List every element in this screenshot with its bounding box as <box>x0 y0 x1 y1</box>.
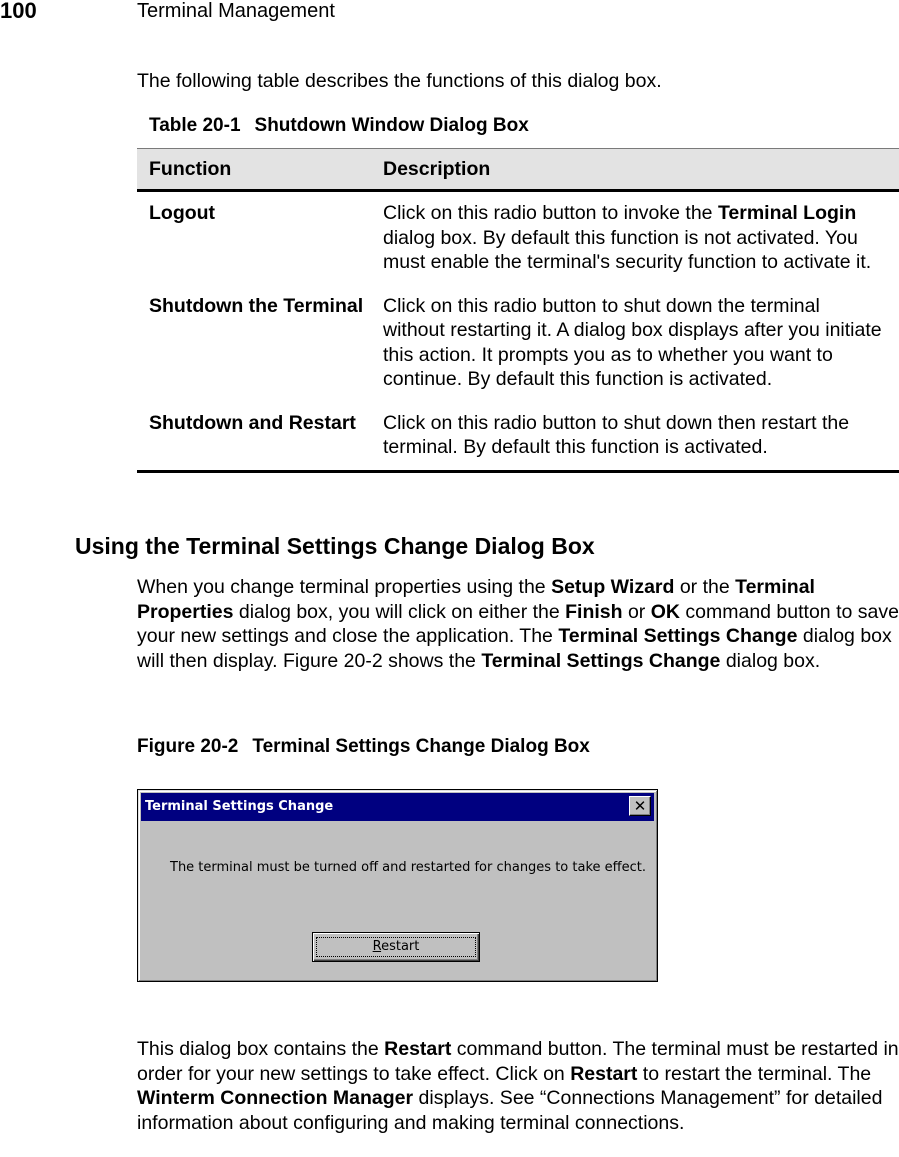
table-row <box>137 191 899 285</box>
function-name: Logout <box>149 202 216 224</box>
restart-label-rest: estart <box>381 939 420 954</box>
table-caption <box>149 115 529 137</box>
dialog-message: The terminal must be turned off and restarted for changes to take effect. <box>170 860 646 875</box>
function-name: Shutdown the Terminal <box>149 294 364 317</box>
dialog-title: Terminal Settings Change <box>145 799 334 814</box>
figure-caption <box>137 736 590 758</box>
table-caption-title: Shutdown Window Dialog Box <box>254 115 529 136</box>
restart-button-label <box>316 937 477 957</box>
function-description: Click on this radio button to shut down the terminal without restarting it. A dialog box displays after you initiate this action. It prompts you as to whether you want to continue. By default this function is activated. <box>383 294 882 390</box>
dialog-titlebar <box>141 793 654 821</box>
table-row <box>137 285 899 402</box>
restart-button[interactable] <box>312 932 480 962</box>
column-header-function: Function <box>137 149 369 191</box>
figure-caption-label: Figure 20-2 <box>137 736 239 757</box>
column-header-description: Description <box>369 149 899 191</box>
page-number: 100 <box>0 0 37 23</box>
figure-caption-title: Terminal Settings Change Dialog Box <box>252 736 590 757</box>
emphasis-term: Terminal Login <box>717 202 857 224</box>
function-name: Shutdown and Restart <box>137 402 369 472</box>
table-header-row <box>137 149 899 191</box>
table-caption-label: Table 20-1 <box>149 115 241 136</box>
restart-mnemonic: R <box>372 939 382 954</box>
functions-table <box>137 148 899 473</box>
section-heading: Using the Terminal Settings Change Dialog Box <box>75 533 595 559</box>
running-head: Terminal Management <box>137 0 335 22</box>
table-row <box>137 402 899 472</box>
emphasis-term: Setup Wizard <box>551 576 675 598</box>
close-icon[interactable]: ✕ <box>629 796 651 816</box>
emphasis-term: Terminal Settings Change <box>558 625 798 648</box>
emphasis-term: Restart <box>384 1038 452 1060</box>
emphasis-term: Winterm Connection Manager <box>137 1087 414 1110</box>
body-paragraph: When you change terminal properties using the Setup Wizard or the Terminal Properties dialog box, you will click on either the Finish or OK command button to save your new settings and close the application. The Terminal Settings Change dialog box will then display. Figure 20-2 shows the Terminal Settings Change dialog box. <box>137 576 899 672</box>
function-description: Click on this radio button to invoke the Terminal Login dialog box. By default this function is not activated. You must enable the terminal's security function to activate it. <box>383 202 872 273</box>
emphasis-term: OK <box>650 600 680 623</box>
function-description: Click on this radio button to shut down then restart the terminal. By default this function is activated. <box>369 402 899 472</box>
terminal-settings-change-dialog <box>137 789 658 982</box>
emphasis-term: Terminal Properties <box>137 576 815 623</box>
intro-text: The following table describes the functions of this dialog box. <box>137 70 662 92</box>
emphasis-term: Finish <box>565 600 623 623</box>
emphasis-term: Terminal Settings Change <box>481 649 721 672</box>
emphasis-term: Restart <box>570 1062 638 1085</box>
body-paragraph: This dialog box contains the Restart command button. The terminal must be restarted in order for your new settings to take effect. Click on Restart to restart the terminal. The Winterm Connection Manager displays. See “Connections Management” for detailed information about configuring and making terminal connections. <box>137 1038 899 1134</box>
